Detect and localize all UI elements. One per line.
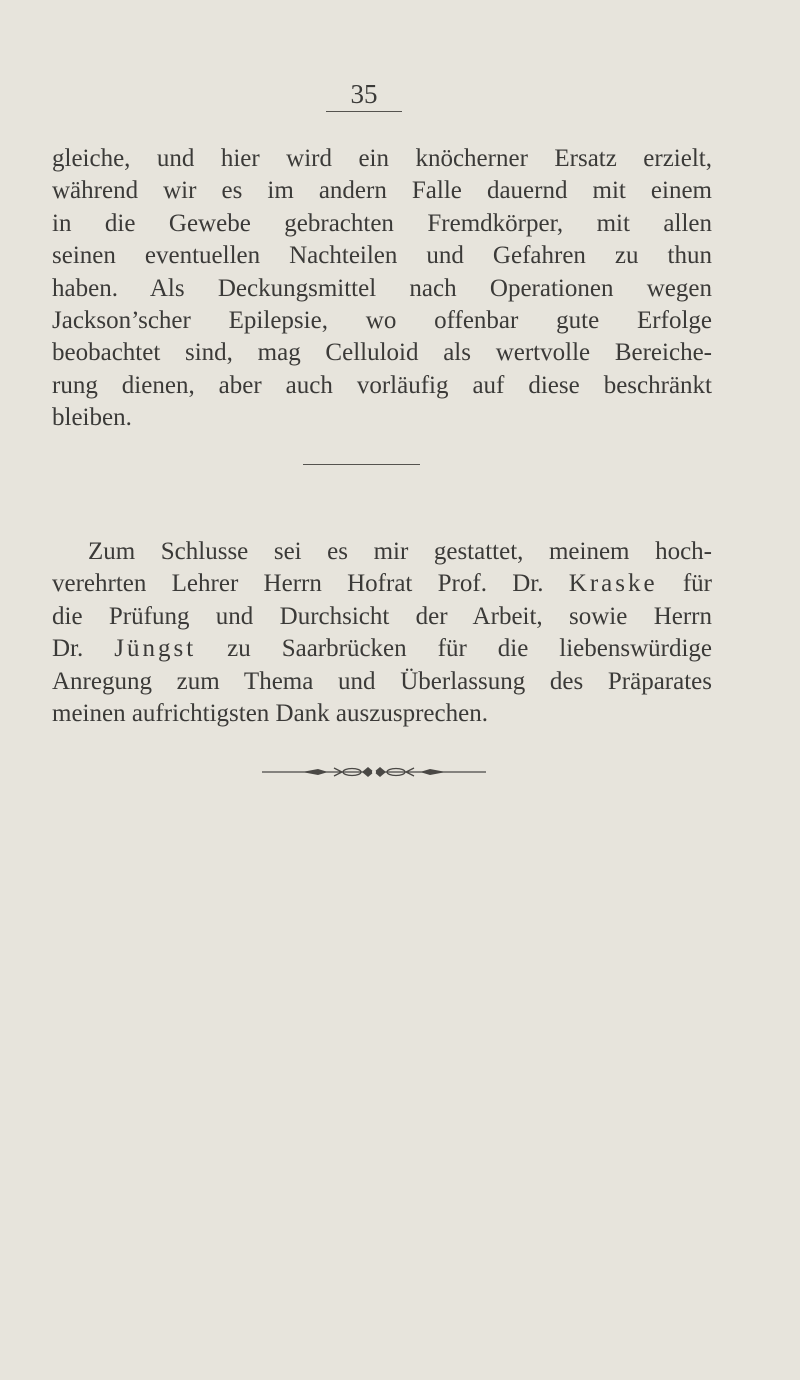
text-segment: verehrten Lehrer Herrn Hofrat Prof. Dr. bbox=[52, 570, 544, 598]
text-line: Zum Schlusse sei es mir gestattet, meinem hoch- bbox=[88, 538, 712, 565]
text-line bbox=[52, 568, 712, 600]
paragraph-acknowledgement bbox=[52, 536, 712, 730]
text-segment: für bbox=[682, 570, 713, 598]
text-segment: zu Saarbrücken für die liebenswürdige bbox=[227, 635, 713, 663]
text-line: während wir es im andern Falle dauernd mit einem bbox=[52, 177, 712, 205]
text-line: haben. Als Deckungsmittel nach Operationen wegen bbox=[52, 274, 712, 302]
text-line: in die Gewebe gebrachten Fremdkörper, mit allen bbox=[52, 209, 712, 237]
text-line: gleiche, und hier wird ein knöcherner Ersatz erzielt, bbox=[52, 145, 712, 172]
text-line: seinen eventuellen Nachteilen und Gefahren zu thun bbox=[52, 242, 712, 270]
person-name-kraske: Kraske bbox=[568, 570, 658, 598]
text-line: bleiben. bbox=[52, 404, 132, 432]
text-line: rung dienen, aber auch vorläufig auf diese beschränkt bbox=[52, 371, 712, 399]
paragraph-conclusion bbox=[52, 143, 712, 435]
text-line: die Prüfung und Durchsicht der Arbeit, sowie Herrn bbox=[52, 602, 712, 630]
text-segment: Dr. bbox=[52, 635, 84, 663]
text-line: beobachtet sind, mag Celluloid als wertvolle Bereiche- bbox=[52, 339, 712, 367]
person-name-juengst: Jüngst bbox=[114, 635, 197, 663]
text-line bbox=[52, 633, 712, 665]
text-line: Jackson’scher Epilepsie, wo offenbar gute Erfolge bbox=[52, 307, 712, 335]
text-line: Anregung zum Thema und Überlassung des Präparates bbox=[52, 667, 712, 695]
page-number: 35 bbox=[326, 79, 402, 112]
section-divider bbox=[303, 464, 420, 465]
text-line: meinen aufrichtigsten Dank auszusprechen. bbox=[52, 700, 488, 728]
end-ornament-icon bbox=[262, 765, 486, 779]
